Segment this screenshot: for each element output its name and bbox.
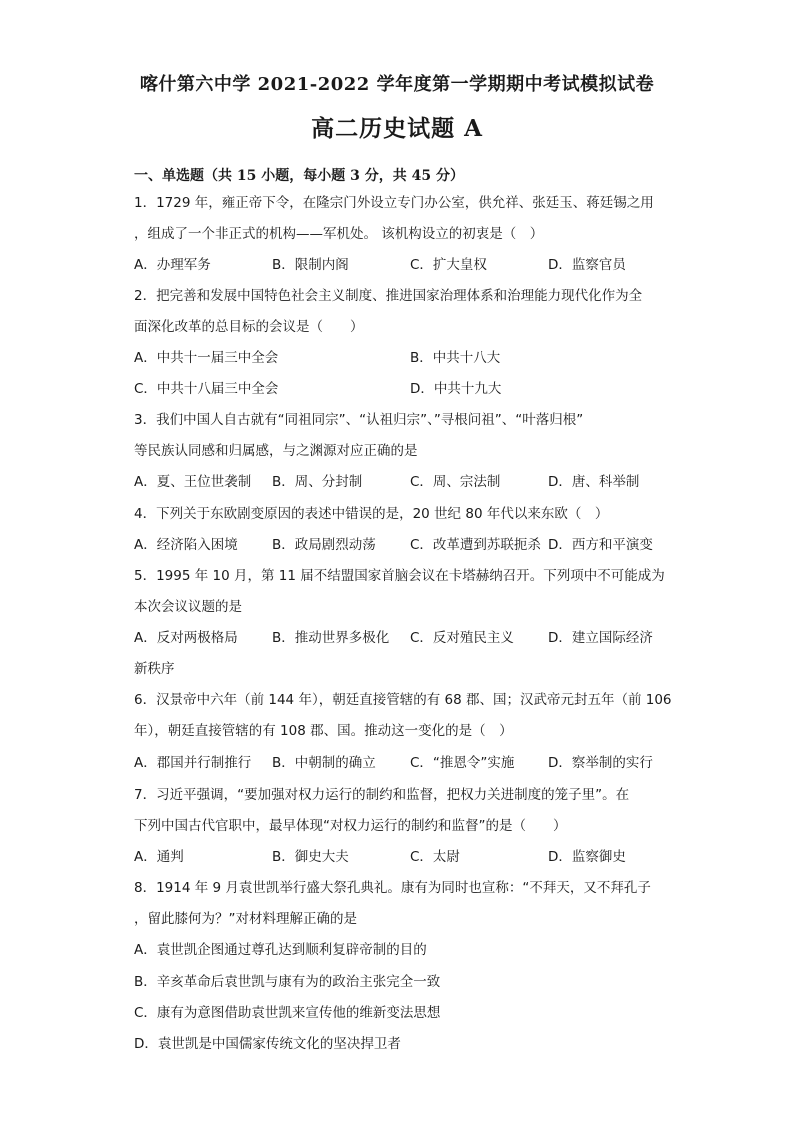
q6-option-a: A．郡国并行制推行 (134, 755, 252, 771)
q4-stem-line1: 4．下列关于东欧剧变原因的表述中错误的是，20 世纪 80 年代以来东欧（ ） (134, 506, 609, 522)
q1-option-d: D．监察官员 (548, 257, 626, 273)
q5-option-d-continued: 新秩序 (134, 661, 175, 677)
q2-option-a: A．中共十一届三中全会 (134, 350, 279, 366)
q6-option-d: D．察举制的实行 (548, 755, 653, 771)
q6-stem-line2: 年），朝廷直接管辖的有 108 郡、国。推动这一变化的是（ ） (134, 723, 513, 739)
q7-option-c: C．太尉 (410, 849, 460, 865)
q2-option-b: B．中共十八大 (410, 350, 501, 366)
q7-option-a: A．通判 (134, 849, 184, 865)
section-heading: 一、单选题（共 15 小题，每小题 3 分，共 45 分） (134, 168, 464, 184)
q6-stem-line1: 6．汉景帝中六年（前 144 年），朝廷直接管辖的有 68 郡、国；汉武帝元封五年（前 106 (134, 692, 672, 708)
q5-stem-line1: 5．1995 年 10 月，第 11 届不结盟国家首脑会议在卡塔赫纳召开。下列项中不可能成为 (134, 568, 665, 584)
q8-stem-line2: ，留此膝何为？”对材料理解正确的是 (134, 911, 357, 927)
q1-stem-line1: 1．1729 年，雍正帝下令，在隆宗门外设立专门办公室，供允祥、张廷玉、蒋廷锡之用 (134, 195, 654, 211)
q2-stem-line1: 2．把完善和发展中国特色社会主义制度、推进国家治理体系和治理能力现代化作为全 (134, 288, 643, 304)
q4-option-b: B．政局剧烈动荡 (272, 537, 376, 553)
q1-option-c: C．扩大皇权 (410, 257, 487, 273)
q3-option-d: D．唐、科举制 (548, 474, 640, 490)
exam-subtitle: 高二历史试题 A (311, 115, 483, 142)
q7-option-b: B．御史大夫 (272, 849, 349, 865)
q3-option-b: B．周、分封制 (272, 474, 363, 490)
q2-option-c: C．中共十八届三中全会 (134, 381, 279, 397)
q5-stem-line2: 本次会议议题的是 (134, 599, 242, 615)
q1-stem-line2: ，组成了一个非正式的机构——军机处。 该机构设立的初衷是（ ） (134, 226, 544, 242)
q7-option-d: D．监察御史 (548, 849, 626, 865)
q8-stem-line1: 8．1914 年 9 月袁世凯举行盛大祭孔典礼。康有为同时也宣称：“不拜天，又不拜孔子 (134, 880, 651, 896)
q8-option-b: B．辛亥革命后袁世凯与康有为的政治主张完全一致 (134, 974, 441, 990)
q1-option-b: B．限制内阁 (272, 257, 349, 273)
exam-title: 喀什第六中学 2021-2022 学年度第一学期期中考试模拟试卷 (139, 74, 655, 95)
q3-option-c: C．周、宗法制 (410, 474, 501, 490)
q2-stem-line2: 面深化改革的总目标的会议是（ ） (134, 319, 364, 335)
q6-option-b: B．中朝制的确立 (272, 755, 376, 771)
q5-option-b: B．推动世界多极化 (272, 630, 390, 646)
q5-option-c: C．反对殖民主义 (410, 630, 514, 646)
q6-option-c: C．“推恩令”实施 (410, 755, 515, 771)
q3-stem-line1: 3．我们中国人自古就有“同祖同宗”、“认祖归宗”、”寻根问祖”、“叶落归根” (134, 412, 584, 428)
q3-option-a: A．夏、王位世袭制 (134, 474, 252, 490)
q7-stem-line1: 7．习近平强调，“要加强对权力运行的制约和监督，把权力关进制度的笼子里”。在 (134, 787, 630, 803)
q8-option-a: A．袁世凯企图通过尊孔达到顺利复辟帝制的目的 (134, 942, 427, 958)
q7-stem-line2: 下列中国古代官职中，最早体现“对权力运行的制约和监督”的是（ ） (134, 818, 567, 834)
q5-option-a: A．反对两极格局 (134, 630, 238, 646)
q3-stem-line2: 等民族认同感和归属感，与之渊源对应正确的是 (134, 443, 418, 459)
q8-option-c: C．康有为意图借助袁世凯来宣传他的维新变法思想 (134, 1005, 441, 1021)
q2-option-d: D．中共十九大 (410, 381, 502, 397)
q4-option-a: A．经济陷入困境 (134, 537, 238, 553)
q4-option-c: C．改革遭到苏联扼杀 (410, 537, 541, 553)
q5-option-d: D．建立国际经济 (548, 630, 653, 646)
q4-option-d: D．西方和平演变 (548, 537, 653, 553)
q8-option-d: D．袁世凯是中国儒家传统文化的坚决捍卫者 (134, 1036, 401, 1052)
q1-option-a: A．办理军务 (134, 257, 211, 273)
